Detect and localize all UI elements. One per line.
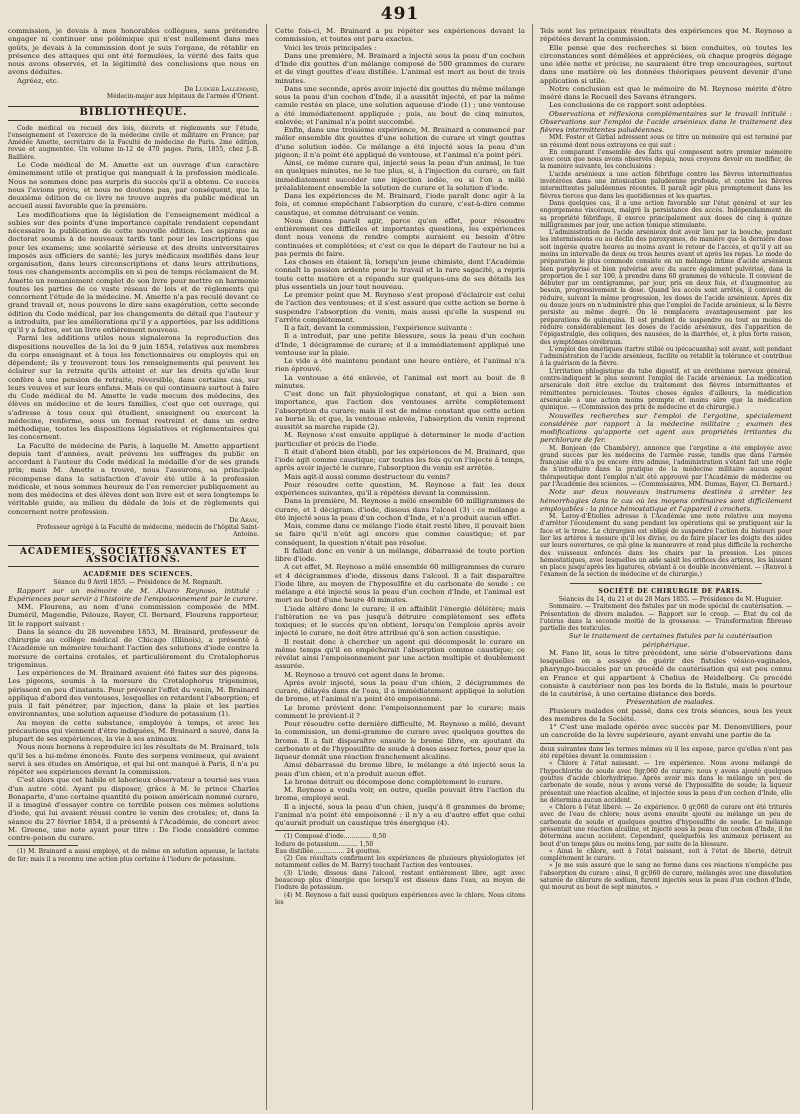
ergotine-title: Nouvelles recherches sur l'emploi de l'ergotine, spécialement considérée par rapport à la médecine militaire ; examen des modifications qu'apporte cet agent aux propriétés irritantes du perchlorure de fer.	[540, 411, 792, 445]
footnote: « Chlore à l'état naissant. — 1re expérience. Nous avons mélangé de l'hypochlorite de soude avec 0gr,060 de curare; nous y avons ajouté quelques gouttes d'acide chlorhydrique. Après avoir mis dans le mélange un peu de carbonate de soude, nous y avons versé de l'hyposulfite de soude; la liqueur présentait une réaction alcaline, et injectée sous la peau d'un cochon d'Inde, elle ne détermina aucun accident.	[540, 760, 792, 804]
footnote: (1) M. Brainard a aussi employé, et de même en solution aqueuse, le lactate de fer; mais il a reconnu une action plus certaine à l'iodure de potassium.	[8, 848, 259, 863]
text-paragraph: M. Reynoso a voulu voir, en outre, quelle pouvait être l'action du brome, employé seul.	[275, 786, 525, 803]
text-paragraph: Mais, comme dans ce mélange l'iode était resté libre, il pouvait bien se faire qu'il n'eût agi encore que comme caustique; et par conséquent, la question n'était pas résolue.	[275, 522, 525, 547]
rapport-title: Rapport sur un mémoire de M. Alvaro Reynoso, intitulé : Expériences pour servir à l'histoire de l'empoisonnement par le curare.	[8, 586, 259, 603]
text-paragraph: En comparant l'ensemble des faits qui composent notre premier mémoire avec ceux que nous avons observés depuis, nous croyons devoir en modifier, de la manière suivante, les conclusions :	[540, 148, 792, 171]
biblio-paragraph: Le Code médical de M. Amette est un ouvrage d'un caractère éminemment utile et pratique qui manquait à la profession médicale. Nous ne sommes donc pas surpris du succès qu'il a obtenu. Ce succès nous l'avions prévu, et nous ne doutons pas, par conséquent, que la deuxième édition de ce livre ne trouve auprès du public médical un accueil aussi favorable que la première.	[8, 161, 259, 211]
fistules-title: Sur le traitement de certaines fistules par la cautérisation périphérique.	[568, 632, 773, 649]
footnote-rule	[540, 743, 610, 744]
academie-paragraph: Dans la séance du 28 novembre 1853, M. Brainard, professeur de chirurgie au collége médical de Chicago (Illinois), a présenté à l'Académie un mémoire touchant l'action des solutions d'iode contre la morsure de certains crotales, et particulièrement du Crotalophorus trigeminus.	[8, 627, 259, 669]
intro-paragraph: commission, je devais à mes honorables collègues, sans prétendre engager ni continuer une polémique qui n'est nullement dans mes goûts, je devais à la commission dont je suis l'organe, de rétablir en présence des attaques qui ont été formulées, la vérité des faits que nous avons observés, et la légitimité des conclusions que nous en avons déduites.	[8, 27, 259, 77]
text-paragraph: Plusieurs malades ont passé, dans ces trois séances, sous les yeux des membres de la Société.	[540, 706, 792, 723]
column-divider	[532, 24, 533, 1110]
text-paragraph: MM. Foster et Girbal adressent sous ce titre un mémoire qui est terminé par un résumé dont nous extrayons ce qui suit :	[540, 134, 792, 149]
text-paragraph: L'acide arsénieux a une action fébrifuge contre les fièvres intermittentes invétérées dans une intoxication paludéenne profonde, et contre les fièvres intermittentes paludéennes récentes. Il paraît agir plus promptement dans les fièvres tierces que dans les quotidiennes et les quartes.	[540, 170, 792, 200]
text-paragraph: Il restait donc à chercher un agent qui décomposât le curare en même temps qu'il en empêcherait l'absorption comme caustique; ce révélat ainsi l'empoisonnement par une action multiple et doublement assurée.	[275, 637, 525, 671]
academie-paragraph: Au moyen de cette substance, employée à temps, et avec les précautions qui viennent d'être indiquées, M. Brainard a sauvé, dans la plupart de ses expériences, la vie à ses animaux.	[8, 718, 259, 744]
text-paragraph: L'administration de l'acide arsénieux doit avoir lieu par la bouche, pendant les intermissions ou au déclin des paroxysmes, de manière que la dernière dose soit ingérée quatre heures au moins avant le retour de l'accès, et qu'il y ait au moins un intervalle de deux ou trois heures avant et après les repas. Le mode de préparation le plus commode consiste en un mélange intime d'acide arsénieux bien porphyrisé et bien pulvérisé avec du sucre également pulvérisé, dans la proportion de 1 sur 100, à prendre dans 60 grammes de véhicule. Il convient de débuter par un centigramme, par jour, pris en deux fois, et d'augmenter, au besoin, progressivement la dose. Quand les accès sont arrêtés, il convient de réduire, suivant la même progression, les doses de l'acide arsénieux. Après dix ou douze jours on n'administre plus que l'emploi de l'acide arsénieux, si la fièvre persiste au même degré. On le remplacera avantageusement par les préparations de quinquina. Il est prudent de suspendre ou tout au moins de réduire considérablement les doses de l'acide arsénieux, dès l'apparition de l'épigastralgie, des coliques, des nausées, de la diarrhée, et, à plus forte raison, des symptômes cérébraux.	[540, 229, 792, 346]
footnote: « Je me suis assuré que le sang ne forme dans ces réactions n'empêche pas l'absorption du curare : ainsi, 0 gr,060 de curare, mélangés avec une dissolution saturée de chlorure de sodium, furent injectés sous la peau d'un cochon d'Inde, qui mourut au bout de sept minutes. »	[540, 862, 792, 892]
text-paragraph: Pour résoudre cette dernière difficulté, M. Reynoso a mêlé, devant la commission, un demi-gramme de curare avec quelques gouttes de brome. Il a fait disparaître ensuite le brome libre, en ajoutant du carbonate et de l'hyposulfite de soude à doses assez fortes, pour que la liqueur donnât une réaction franchement alcaline.	[275, 720, 525, 761]
text-paragraph: M. Leroy-d'Étiolles adresse à l'Académie une note relative aux moyens d'arrêter l'écoulement du sang pendant les opérations qui se pratiquent sur la face et le tronc. Le chirurgien est obligé de suspendre l'action du bistouri pour lier les artères à mesure qu'il les divise, ou de faire placer les doigts des aides sur leurs ouvertures, ce qui gêne la manœuvre et rend plus difficile la recherche des vaisseaux enfoncés dans les chairs par la pression. Les pinces hémostatiques, avec lesquelles un aide saisit les orifices des artères, les laissant en place jusqu'après les ligatures, obviant à ce double inconvénient. — (Renvoi à l'examen de la section de médecine et de chirurgie.)	[540, 513, 792, 579]
text-paragraph: Il a introduit, par une petite blessure, sous la peau d'un cochon d'Inde, 1 décigramme de curare; et il a immédiatement appliqué une ventouse sur la plaie.	[275, 332, 525, 357]
text-paragraph: Dans une seconde, après avoir injecté dix gouttes du même mélange sous la peau d'un cochon d'Inde, il a aussitôt injecté, et par la même canule restée en place, une solution aqueuse d'iode (1) ; une ventouse a été immédiatement appliquée ; puis, au bout de cinq minutes, enlevée; et l'animal n'a point succombé.	[275, 84, 525, 126]
societe-session: Séances du 14, du 21 et du 28 Mars 1855. — Présidence de M. Huguier.	[558, 595, 783, 603]
academie-paragraph: MM. Flourens, au nom d'une commission composée de MM. Duméril, Magendie, Pelouze, Rayer, Cl. Bernard, Flourens rapporteur, lit le rapport suivant :	[8, 603, 259, 628]
academies-heading: ACADÉMIES, SOCIÉTÉS SAVANTES ET ASSOCIATIONS.	[8, 545, 259, 568]
academie-paragraph: Les expériences de M. Brainard avaient été faites sur des pigeons. Les pigeons, soumis à la morsure du Crotalophorus trigeminus, périssent en peu d'instants. Pour prévenir l'effet du venin, M. Brainard appliqua d'abord des ventouses, lesquelles en retardent l'absorption; et puis il fait pénétrer, par injection, dans la plaie et les parties environnantes, une solution aqueuse d'iodure de potassium (1).	[8, 669, 259, 719]
intro-salutation: Agréez, etc.	[17, 76, 59, 85]
text-paragraph: M. Fano lit, sous le titre précédent, une série d'observations dans lesquelles on a essayé de guérir des fistules vésico-vaginales, pharyngo-buccales par un procédé de cautérisation qui est peu connu en France et qui appartient à Chelius de Heidelberg. Ce procédé consiste à cautériser non pas les bords de la fistule, mais le pourtour de la cautérisé, à une certaine distance des bords.	[540, 648, 792, 699]
page-number: 491	[380, 4, 420, 24]
biblio-paragraph: Parmi les additions utiles nous signalerons la reproduction des dispositions nouvelles de la loi du 9 juin 1854, relatives aux membres du corps enseignant et à tous les fonctionnaires ou employés qui en dépendent; ils y trouveront tous les renseignements qui peuvent les éclairer sur la retraite qu'ils atteint et sur les droits qu'elle leur confère à une pension de retraite, réversible, dans certains cas, sur leurs veuves et sur leurs enfans. Mais ce qui continuera surtout à faire du Code médical de M. Amette le vade mecum des médecins, des élèves en médecine et de leurs familles, c'est que cet ouvrage, qui s'adresse à tous ceux qui étudient, enseignent ou exercent la médecine, renferme, sous un format restreint et dans un ordre méthodique, toutes les dispositions législatives et réglementaires qui les concernent.	[8, 334, 259, 442]
academie-sciences-heading: ACADÉMIE DES SCIENCES.	[83, 571, 193, 579]
footnote: (1) Composé d'iode.............. 0,50 Iodure de potassium.......... 1,50 Eau distillée................ 24 gouttes.	[275, 833, 387, 855]
book-title: Code médical ou recueil des lois, décrets et règlements sur l'étude, l'enseignement et l'exercice de la médecine civile et militaire en France; par Amédée Amette, secrétaire de la Faculté de médecine de Paris. 2me édition, revue et augmentée. Un volume in-12 de 470 pages. Paris, 1855, chez J.-B. Baillière.	[8, 124, 259, 161]
footnote: (4) M. Reynoso a fait aussi quelques expériences avec le chlore. Nous citons les	[275, 891, 525, 906]
text-paragraph: Il était d'abord bien établi, par les expériences de M. Brainard, que l'iode agit comme caustique; car toutes les fois qu'on l'injecte à temps, après avoir injecté le curare, l'absorption du venin est arrêtée.	[275, 447, 525, 473]
biblio-paragraph: Les modifications que la législation de l'enseignement médical a subies sur des points d'une importance capitale rendaient cependant nécessaire la publication de cette nouvelle édition. Les aspirans au doctorat soumis à de nouveaux tarifs tant pour les inscriptions que pour les examens; une scolarité sérieuse et des droits universitaires imposés aux officiers de santé; les jurys médicaux modifiés dans leur organisation, dans leurs circonscriptions et dans leurs attributions, tous ces changements accomplis en si peu de temps réclamaient de M. Amette un remaniement complet de son livre pour mettre en harmonie toutes les parties de ce vaste réseau de lois et de règlements qui concernent l'étude de la médecine. M. Amette n'a pas reculé devant ce grand travail et, nous pouvons le dire sans exagération, cette seconde édition du Code médical, par les changements de détail que l'auteur y a introduits, par les améliorations qu'il y a apportées, par les additions qu'il y a faites, est un livre entièrement nouveau.	[8, 210, 259, 335]
footnote-rule	[8, 845, 78, 846]
text-paragraph: Le premier point que M. Reynoso s'est proposé d'éclaircir est celui de l'action des ventouses; et il s'est assuré que cette action se borne à suspendre l'absorption du venin, mais aussi qu'elle la suspend ou l'arrête complétement.	[275, 291, 525, 324]
text-paragraph: Dans la première, M. Reynoso a mêlé ensemble 60 milligrammes de curare, et 1 décigram. d'iode, dissous dans l'alcool (3) : ce mélange a été injecté sous la peau d'un cochon d'Inde, et n'a produit aucun effet.	[275, 497, 525, 522]
sommaire: Sommaire. — Traitement des fistules par un mode spécial de cautérisation. — Présentation de divers malades. — Rapport sur le croup. — État du col de l'utérus dans la seconde moitié de la grossesse. — Transformation fibreuse partielle des testicules.	[540, 603, 792, 633]
text-paragraph: Dans les expériences de M. Brainard, l'iode paraît donc agir à la fois, et comme empêchant l'absorption du curare, c'est-à-dire comme caustique, et comme détruisant ce venin.	[275, 192, 525, 217]
academie-paragraph: Nous nous bornons à reproduire ici les résultats de M. Brainard, tels qu'il les a lui-même énoncés. Faute des serpens venimeux, qui avaient servi à ses études en Amérique, et qui lui ont manqué à Paris, il n'a pu répéter ses expériences devant la commission.	[8, 743, 259, 777]
footnote: deux suivantes dans les termes mêmes où il les expose, parce qu'elles n'ont pas été répétées devant la commission :	[540, 745, 792, 761]
text-paragraph: Le brome prévient donc l'empoisonnement par le curare; mais comment le prévient-il ?	[275, 703, 525, 720]
text-paragraph: L'emploi des émétiques (tartre stibié ou ipécacuanha) soit avant, soit pendant l'administration de l'acide arsénieux, facilite ou rétablit la tolérance et contribue à la guérison de la fièvre.	[540, 345, 792, 368]
text-paragraph: Les choses en étaient là, lorsqu'un jeune chimiste, dont l'Académie connaît la passion ardente pour le travail et la rare sagacité, a repris toute cette matière et a répandu sur quelques-uns de ses détails les plus essentiels un jour tout nouveau.	[275, 258, 525, 291]
column-middle	[275, 27, 525, 1107]
column-left	[8, 27, 259, 1107]
footnote: « Chlore à l'état libéré. — 2e expérience. 0 gr,060 de curare ont été triturés avec de l'eau de chlore; nous avons ensuite ajouté au mélange un peu de carbonate de soude et quelques gouttes d'hyposulfite de soude. Le mélange présentait une réaction alcaline, et injecté sous la peau d'un cochon d'Inde, il ne détermina aucun accident. Cependant, quelquefois les animaux périssent au bout d'un temps plus ou moins long, par suite de la blessure.	[540, 804, 792, 848]
text-paragraph: Cette fois-ci, M. Brainard a pu répéter ses expériences devant la commission, et toutes ont paru exactes.	[275, 27, 525, 44]
text-paragraph: Il a injecté, sous la peau d'un chien, jusqu'à 8 grammes de brome; l'animal n'a point été empoisonné : il n'y a eu d'autre effet que celui qu'aurait produit un caustique très énergique (4).	[275, 802, 525, 827]
footnote: (3) L'iode, dissous dans l'alcool, restant entièrement libre, agit avec beaucoup plus d'énergie que lorsqu'il est dissous dans l'eau, au moyen de l'iodure de potassium.	[275, 869, 525, 892]
text-paragraph: Il fallait donc en venir à un mélange, débarrassé de toute portion libre d'iode.	[275, 546, 525, 563]
footnote-rule	[275, 830, 345, 831]
text-paragraph: Après avoir injecté, sous la peau d'un chien, 2 décigrammes de curare, délayés dans de l'eau, il a immédiatement appliqué la solution de brome, et l'animal n'a point été empoisonné.	[275, 678, 525, 704]
academie-paragraph: C'est alors que cet habile et laborieux observateur a tourné ses vues d'un autre côté. Ayant pu disposer, grâce à M. le prince Charles Bonaparte, d'une certaine quantité du poison américain nommé curare, il a imaginé d'essayer contre ce terrible poison ces mêmes solutions d'iode, qui lui avaient réussi contre le venin des crotales; et, dans la séance du 27 février 1854, il a présenté à l'Académie, de concert avec M. Greene, une note ayant pour titre : De l'iode considéré comme contre-poison du curare.	[8, 776, 259, 843]
intro-author: Dr Ludger Lallemand,	[184, 84, 259, 93]
societe-chirurgie-heading: SOCIÉTÉ DE CHIRURGIE DE PARIS.	[598, 587, 743, 595]
text-paragraph: Elle pense que des recherches si bien conduites, où toutes les circonstances sont démêlées et appréciées, où chaque progrès dégage une idée nette et précise, ne sauraient être trop encouragées, surtout dans une matière où les données théoriques peuvent devenir d'une application si utile.	[540, 43, 792, 85]
observations-title: Observations et réflexions complémentaires sur le travail intitulé : Observations sur l'emploi de l'acide arsénieux dans le traitement des fièvres intermittentes paludéennes.	[540, 109, 792, 134]
text-paragraph: Ainsi, ce même curare qui, injecté sous la peau d'un animal, le tue en quelques minutes, ne le tue plus, si, à l'injection du curare, on fait immédiatement succéder une injection iodée, ou si l'on a mêlé préalablement ensemble la solution de curare et la solution d'iode.	[275, 159, 525, 192]
text-paragraph: L'irritation phlogistique du tube digestif, et un éréthisme nerveux général, contre-indiquent le plus souvent l'emploi de l'acide arsénieux. La médication arsenicale doit être exclue du traitement des fièvres intermittentes et rémittentes pernicieuses. Toutes choses égales d'ailleurs, la médication arsenicale a une action moins prompte et moins sûre que la médication quinique. — (Commission des prix de médecine et de chirurgie.)	[540, 367, 792, 412]
text-paragraph: Dans quelques cas, il a une action favorable sur l'état général et sur les engorgemens viscéraux, malgré la persistance des accès. Indépendamment de sa propriété fébrifuge, il exerce principalement aux doses de cinq à quinze milligrammes par jour, une action tonique stimulante.	[540, 199, 792, 229]
text-paragraph: Notre conclusion est que le mémoire de M. Reynoso mérite d'être inséré dans le Recueil des Savans étrangers.	[540, 84, 792, 101]
text-paragraph: Dans une première, M. Brainard a injecté sous la peau d'un cochon d'Inde dix gouttes d'un mélange composé de 500 grammes de curare et de vingt gouttes d'eau distillée. L'animal est mort au bout de trois minutes.	[275, 51, 525, 85]
text-paragraph: Enfin, dans une troisième expérience, M. Brainard a commencé par mêler ensemble dix gouttes d'une solution de curare et vingt gouttes d'une solution iodée. Ce mélange a été injecté sous la peau d'un pigeon; il n'a point été appliqué de ventouse, et l'animal n'a point péri.	[275, 126, 525, 159]
text-paragraph: A cet effet, M. Reynoso a mêlé ensemble 60 milligrammes de curare et 4 décigrammes d'iode, dissous dans l'alcool. Il a fait disparaître l'iode libre, au moyen de l'hyposulfite et du carbonate de soude : ce mélange a été injecté sous la peau d'un cochon d'Inde, et l'animal est mort au bout d'une heure 40 minutes.	[275, 563, 525, 605]
text-paragraph: Nous disons paraît agir, parce qu'en effet, pour résoudre entièrement ces difficiles et importantes questions, les expériences dont nous venons de rendre compte auraient eu besoin d'être continuées et complétées; et c'est ce que le départ de l'auteur ne lui a pas permis de faire.	[275, 216, 525, 258]
text-paragraph: Pour résoudre cette question, M. Reynoso a fait les deux expériences suivantes, qu'il a répétées devant la commission.	[275, 480, 525, 497]
text-paragraph: Voici les trois principales :	[284, 43, 377, 52]
biblio-author: Dr Aran,	[229, 515, 259, 524]
text-paragraph: Le brome détruit ou décompose donc complètement le curare.	[284, 777, 503, 786]
footnote: « Ainsi le chlore, soit à l'état naissant, soit à l'état de liberté, détruit complètement le curare.	[540, 847, 792, 863]
biblio-author-title: Professeur agrégé à la Faculté de médecine, médecin de l'hôpital Saint-Antoine.	[36, 524, 259, 539]
text-paragraph: C'est donc un fait physiologique constant, et qui a bien son importance, que l'action des ventouses arrête complètement l'absorption du curare; mais il est de même constant que cette action se borne là; et que, la ventouse enlevée, l'absorption du venin reprend aussitôt sa marche rapide (2).	[275, 390, 525, 431]
text-paragraph: Les conclusions de ce rapport sont adoptées.	[549, 101, 707, 110]
text-paragraph: L'iode altère donc le curare; il en affaiblit l'énergie délétère; mais l'altération ne va pas jusqu'à détruire complètement ses effets toxiques; et le succès qu'on obtient, lorsqu'on l'emploie après avoir injecté le curare, ne doit être attribué qu'à son action caustique.	[275, 604, 525, 638]
text-paragraph: La ventouse a été enlevée, et l'animal est mort au bout de 8 minutes.	[275, 373, 525, 390]
bibliotheque-heading: BIBLIOTHÈQUE.	[8, 106, 259, 120]
academie-session: Séance du 9 Avril 1855. — Présidence de M. Regnault.	[53, 579, 223, 587]
text-paragraph: 1° C'est une malade opérée avec succès par M. Denonvilliers, pour un cancroïde de la lèvre supérieure, ayant envahi une partie de la	[540, 723, 792, 740]
text-paragraph: M. Reynoso s'est ensuite appliqué à déterminer le mode d'action particulier et précis de l'iode.	[275, 431, 525, 448]
text-paragraph: M. Bonjean (de Chambéry), annonce que l'ergotine a été employée avec grand succès par les médecins de l'armée russe, tandis que dans l'armée française elle n'a pu encore être admise, l'administration s'étant fait une règle de n'introduire dans la pratique de la médecine militaire aucun agent thérapeutique dont l'emploi n'ait été approuvé par l'Académie de médecine ou par l'Académie des sciences. — (Commissaires, MM. Dumas, Rayer, Cl. Bernard.)	[540, 444, 792, 489]
text-paragraph: M. Reynoso a trouvé cet agent dans le brome.	[284, 670, 445, 679]
intro-author-title: Médecin-major aux hôpitaux de l'armée d'Orient.	[106, 93, 259, 100]
text-paragraph: Le vide a été maintenu pendant une heure entière, et l'animal n'a rien éprouvé.	[275, 357, 525, 374]
instruments-title: Note sur deux nouveaux instrumens destinés à arrêter les hémorrhagies dans le cas où les moyens ordinaires sont difficilement employables : la pince hémostatique et l'appareil à crochets.	[540, 488, 792, 513]
section-rule	[570, 583, 762, 584]
text-paragraph: Mais agit-il aussi comme destructeur du venin?	[284, 472, 450, 481]
column-right	[540, 27, 792, 1107]
footnote: (2) Ces résultats confirment les expériences de plusieurs physiologistes (et notamment celles de M. Barry) touchant l'action des ventouses.	[275, 855, 525, 870]
column-divider	[266, 24, 267, 1110]
text-paragraph: Il a fait, devant la commission, l'expérience suivante :	[284, 324, 473, 332]
text-paragraph: Tels sont les principaux résultats des expériences que M. Reynoso a répétées devant la commission.	[540, 27, 792, 44]
text-paragraph: Ainsi débarrassé du brome libre, le mélange a été injecté sous la peau d'un chien, et n'a produit aucun effet.	[275, 761, 525, 778]
biblio-paragraph: La Faculté de médecine de Paris, à laquelle M. Amette appartient depuis tant d'années, avait prévenu les suffrages du public en accordant à l'auteur du Code médical la médaille d'or de ses grands prix; mais M. Amette a trouvé, nous l'assurons, sa principale récompense dans la satisfaction d'avoir été utile à la profession médicale, et nous sommes heureux de l'en remercier publiquement au nom des médecins et des élèves dont son livre est et sera longtemps le véritable guide, au milieu du dédale de lois et de règlements qui concernent notre profession.	[8, 441, 259, 516]
presentation-title: Présentation de malades.	[626, 698, 715, 707]
